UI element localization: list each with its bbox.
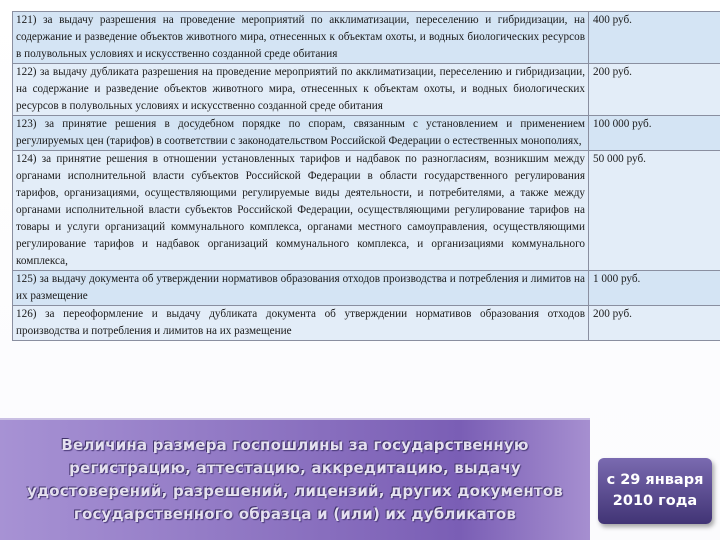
fee-amount: 1 000 руб. [589, 271, 720, 306]
banner-title: Величина размера госпошлины за государственную регистрацию, аттестацию, аккредитацию, выдачу удостоверений, разрешений, лицензий, других документов государственного образца и (или) их дубликатов [26, 436, 563, 523]
fee-description: 121) за выдачу разрешения на проведение мероприятий по акклиматизации, переселению и гибридизации, на содержание и разведение объектов животного мира, отнесенных к объектам охоты, и водных биологических ресурсов в полувольных условиях и искусственно созданной среде обитания [13, 12, 589, 64]
fee-amount: 200 руб. [589, 306, 720, 341]
fee-description: 126) за переоформление и выдачу дубликата документа об утверждении нормативов образования отходов производства и потребления и лимитов на их размещение [13, 306, 589, 341]
date-badge-line2: 2010 года [612, 493, 698, 509]
table-row [13, 12, 720, 64]
fee-description: 124) за принятие решения в отношении установленных тарифов и надбавок по разногласиям, возникшим между органами исполнительной власти субъектов Российской Федерации в области государственного регулирования тарифов, организациями, осуществляющими регулируемые виды деятельности, и потребителями, а также между органами исполнительной власти субъектов Российской Федерации, осуществляющими регулирование тарифов на товары и услуги организаций коммунального комплекса, органами местного самоуправления, осуществляющими регулирование тарифов и надбавок организаций коммунального комплекса, и организациями коммунального комплекса, [13, 151, 589, 271]
table-row [13, 306, 720, 341]
table-row [13, 151, 720, 271]
fee-description: 122) за выдачу дубликата разрешения на проведение мероприятий по акклиматизации, переселению и гибридизации, на содержание и разведение объектов животного мира, отнесенных к объектам охоты, и водных биологических ресурсов в полувольных условиях и искусственно созданной среде обитания [13, 64, 589, 116]
table-row [13, 64, 720, 116]
table-row [13, 116, 720, 151]
date-badge [598, 458, 712, 524]
table-row [13, 271, 720, 306]
title-banner [0, 420, 590, 540]
fee-description: 125) за выдачу документа об утверждении нормативов образования отходов производства и потребления и лимитов на их размещение [13, 271, 589, 306]
fee-description: 123) за принятие решения в досудебном порядке по спорам, связанным с установлением и применением регулируемых цен (тарифов) в соответствии с законодательством Российской Федерации о естественных монополиях, [13, 116, 589, 151]
fee-amount: 200 руб. [589, 64, 720, 116]
fee-table [12, 11, 720, 341]
date-badge-line1: с 29 января [606, 472, 704, 488]
fee-amount: 50 000 руб. [589, 151, 720, 271]
fee-amount: 400 руб. [589, 12, 720, 64]
fee-amount: 100 000 руб. [589, 116, 720, 151]
